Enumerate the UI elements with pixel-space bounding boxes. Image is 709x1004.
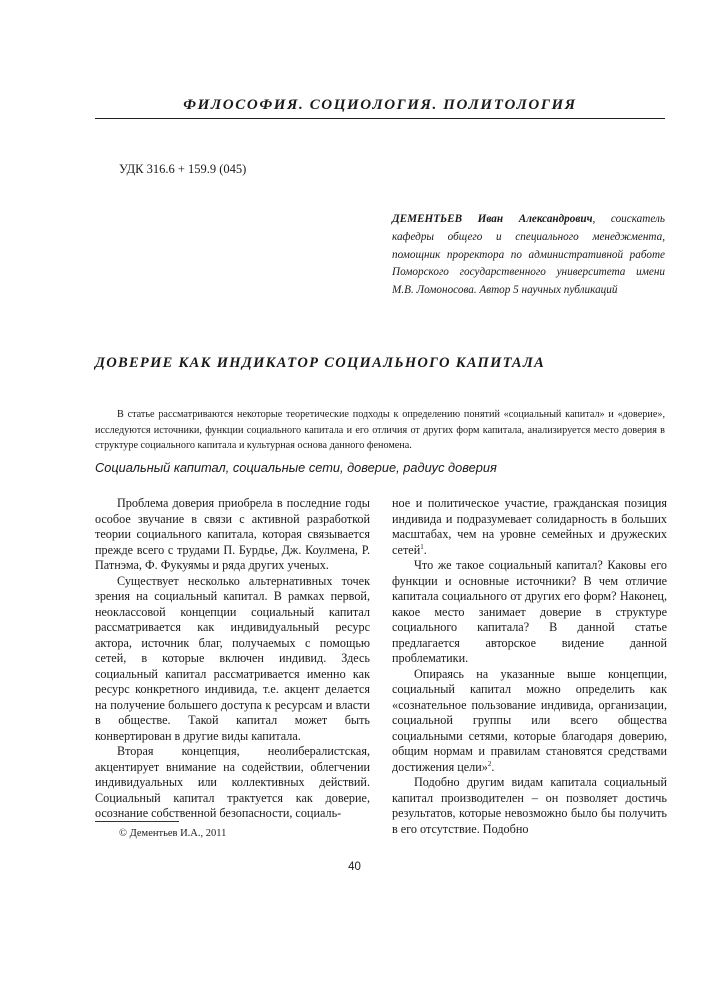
article-abstract: В статье рассматриваются некоторые теоретические подходы к определению понятий «социальный капитал» и «доверие», исследуются источники, функции социального капитала и его отличия от других форм капитала, анализируется место доверия в структуре социального капитала и культурная основа данного феномена. <box>95 409 665 451</box>
copyright-note: © Дементьев И.А., 2011 <box>119 828 227 839</box>
body-paragraph <box>392 667 667 776</box>
author-name: ДЕМЕНТЬЕВ Иван Александрович <box>392 213 593 225</box>
paragraph-text: ное и политическое участие, гражданская позиция индивида и подразумевает солидарность в больших масштабах, чем на уровне семейных и дружеских сетей <box>392 496 667 557</box>
journal-section-header: ФИЛОСОФИЯ. СОЦИОЛОГИЯ. ПОЛИТОЛОГИЯ <box>183 97 577 113</box>
body-paragraph <box>392 496 667 558</box>
body-paragraph: Подобно другим видам капитала социальный капитал производителен – он позволяет достичь результатов, которые невозможно было бы получить в его отсутствие. Подобно <box>392 775 667 836</box>
paragraph-text: Опираясь на указанные выше концепции, социальный капитал можно определить как «сознательное пользование индивида, организации, социальной группы или всего общества социальными сетями, которые благодаря доверию, общим нормам и правилам становятся средствами достижения цели» <box>392 666 667 774</box>
article-keywords: Социальный капитал, социальные сети, доверие, радиус доверия <box>95 460 497 475</box>
footnote-ref: 1 <box>420 542 424 551</box>
paragraph-end: . <box>423 542 427 557</box>
paragraph-end: . <box>491 759 495 774</box>
udk-code: УДК 316.6 + 159.9 (045) <box>119 162 247 176</box>
author-block <box>392 211 665 300</box>
author-info: , соискатель кафедры общего и специального менеджмента, помощник проректора по административной работе Поморского государственного университета имени М.В. Ломоносова. Автор 5 научных публикаций <box>392 213 666 297</box>
body-column-right <box>392 496 667 837</box>
header-rule <box>95 118 665 119</box>
footnote-rule <box>95 821 179 822</box>
article-title: ДОВЕРИЕ КАК ИНДИКАТОР СОЦИАЛЬНОГО КАПИТАЛА <box>95 355 546 371</box>
body-paragraph: Проблема доверия приобрела в последние годы особое звучание в связи с активной разработкой теории социального капитала, которая связывается прежде всего с трудами П. Бурдье, Дж. Коулмена, Р. Патнэма, Ф. Фукуямы и ряда других ученых. <box>95 496 370 572</box>
page-number: 40 <box>348 861 361 873</box>
body-paragraph: Вторая концепция, неолибералистская, акцентирует внимание на содействии, облегчении индивидуальных или коллективных действий. Социальный капитал трактуется как доверие, осознание собственной безопасности, социаль- <box>95 744 370 820</box>
footnote-ref: 2 <box>487 759 492 768</box>
body-paragraph: Существует несколько альтернативных точек зрения на социальный капитал. В рамках первой, неоклассовой концепции социальный капитал рассматривается как индивидуальный ресурс актора, источник благ, получаемых с помощью сетей, в которые включен индивид. Здесь социальный капитал рассматривается именно как ресурс конкретного индивида, т.е. акцент делается на получение большего доступа к ресурсам и власти в обществе. Такой капитал может быть конвертирован в другие виды капитала. <box>95 573 370 743</box>
body-paragraph: Что же такое социальный капитал? Каковы его функции и основные источники? В чем отличие капитала социального от других его форм? Наконец, какое место занимает доверие в структуре социального капитала? В данной статье предлагается авторское видение данной проблематики. <box>392 558 667 665</box>
body-column-left <box>95 496 370 822</box>
